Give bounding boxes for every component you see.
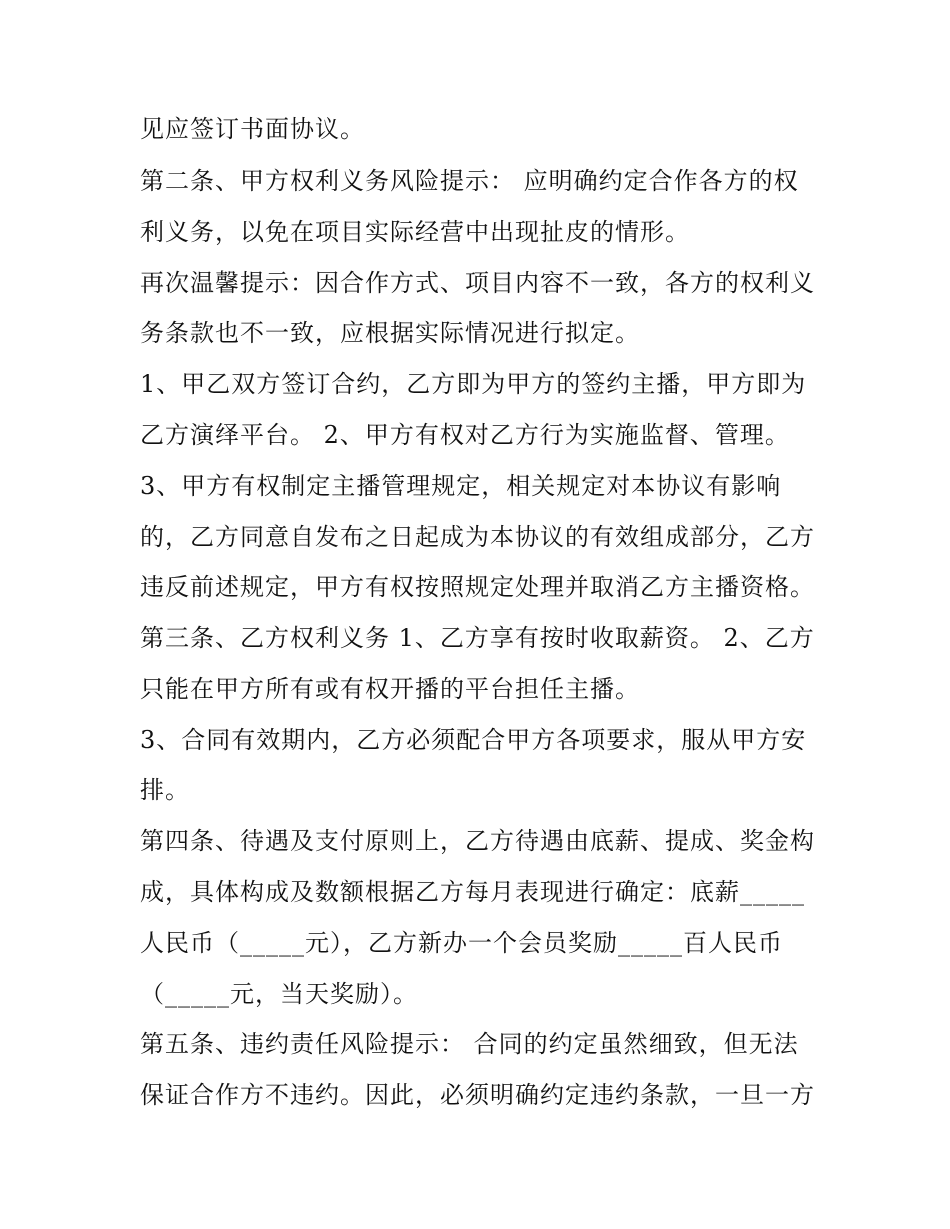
text-line: 的，乙方同意自发布之日起成为本协议的有效组成部分，乙方 [140,523,815,551]
text-line: 乙方演绎平台。 2、甲方有权对乙方行为实施监督、管理。 [140,421,790,449]
text-line: 再次温馨提示：因合作方式、项目内容不一致，各方的权利义 [140,269,815,297]
text-line: 只能在甲方所有或有权开播的平台担任主播。 [140,675,640,703]
text-line: 保证合作方不违约。因此，必须明确约定违约条款，一旦一方 [140,1081,815,1109]
text-line: （_____元，当天奖励）。 [140,980,418,1008]
text-line: 成，具体构成及数额根据乙方每月表现进行确定：底薪_____ [140,878,805,906]
text-line: 3、甲方有权制定主播管理规定，相关规定对本协议有影响 [140,472,782,500]
text-line: 第二条、甲方权利义务风险提示： 应明确约定合作各方的权 [140,167,799,195]
text-line: 务条款也不一致，应根据实际情况进行拟定。 [140,319,640,347]
text-line: 见应签订书面协议。 [140,115,365,143]
text-line: 第四条、待遇及支付原则上，乙方待遇由底薪、提成、奖金构 [140,827,815,855]
text-line: 排。 [140,776,190,804]
text-line: 利义务，以免在项目实际经营中出现扯皮的情形。 [140,218,690,246]
text-line: 第三条、乙方权利义务 1、乙方享有按时收取薪资。 2、乙方 [140,624,815,652]
text-line: 人民币（_____元），乙方新办一个会员奖励_____百人民币 [140,929,783,957]
text-line: 第五条、违约责任风险提示： 合同的约定虽然细致，但无法 [140,1030,799,1058]
text-line: 3、合同有效期内，乙方必须配合甲方各项要求，服从甲方安 [140,726,807,754]
text-line: 1、甲乙双方签订合约，乙方即为甲方的签约主播，甲方即为 [140,370,807,398]
text-line: 违反前述规定，甲方有权按照规定处理并取消乙方主播资格。 [140,573,815,601]
